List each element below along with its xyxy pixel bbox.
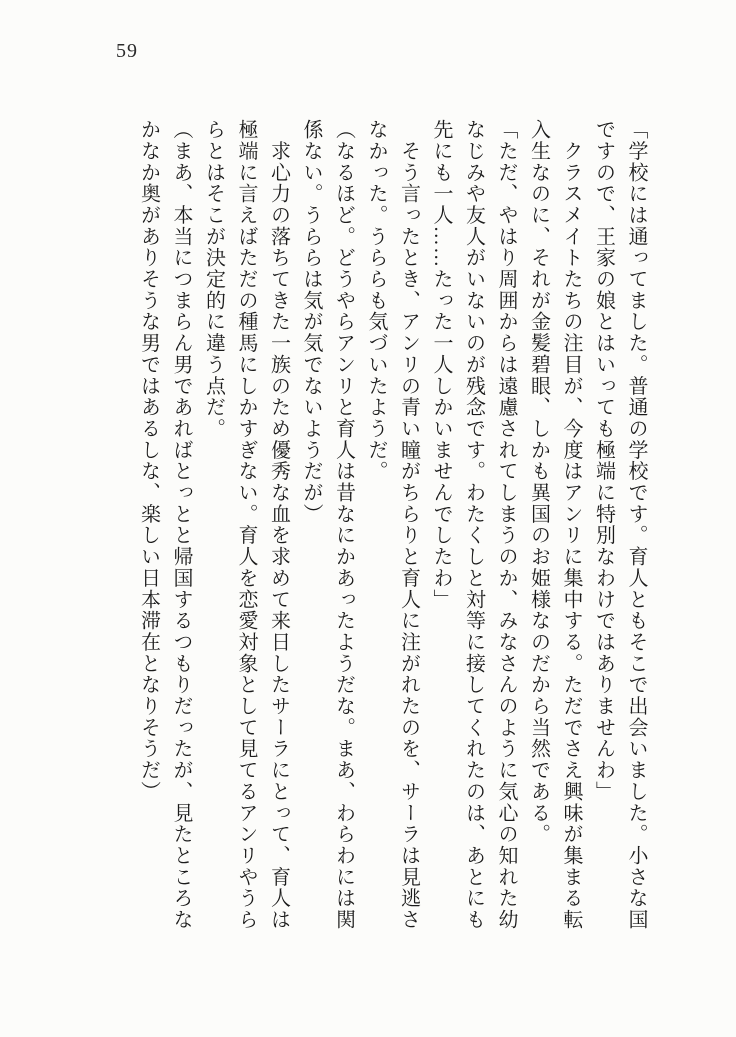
text-line: （まあ、本当につまらん男であればとっとと帰国するつもりだったが、見たところな	[170, 119, 192, 931]
text-line: 「学校には通ってました。普通の学校です。育人ともそこで出会いました。小さな国	[625, 119, 647, 931]
text-line: 求心力の落ちてきた一族のため優秀な血を求めて来日したサーラにとって、育人は	[267, 119, 290, 931]
text-line: なかった。うららも気づいたようだ。	[365, 119, 387, 482]
text-line: （なるほど。どうやらアンリと育人は昔なにかあったようだな。まあ、わらわには関	[332, 119, 355, 931]
text-line: ですので、王家の娘とはいっても極端に特別なわけではありませんわ」	[592, 119, 615, 803]
text-line: 極端に言えばただの種馬にしかすぎない。育人を恋愛対象として見てるアンリやうら	[235, 119, 257, 931]
text-block	[132, 119, 652, 939]
text-line: 係ない。うららは気が気でないようだが）	[300, 119, 322, 525]
text-line: 先にも一人……たった一人しかいませんでしたわ」	[430, 119, 452, 611]
text-line: かなか奥がありそうな男ではあるしな、楽しい日本滞在となりそうだ）	[137, 119, 160, 803]
text-line: 「ただ、やはり周囲からは遠慮されてしまうのか、みなさんのように気心の知れた幼	[495, 119, 517, 931]
text-line: なじみや友人がいないのが残念です。わたくしと対等に接してくれたのは、あとにも	[462, 119, 485, 931]
text-line: 入生なのに、それが金髪碧眼、しかも異国のお姫様なのだから当然である。	[527, 119, 550, 845]
page-number: 59	[116, 40, 138, 62]
text-line: クラスメイトたちの注目が、今度はアンリに集中する。ただでさえ興味が集まる転	[560, 119, 582, 931]
text-line: そう言ったとき、アンリの青い瞳がちらりと育人に注がれたのを、サーラは見逃さ	[397, 119, 420, 931]
text-line: らとはそこが決定的に違う点だ。	[202, 119, 225, 440]
